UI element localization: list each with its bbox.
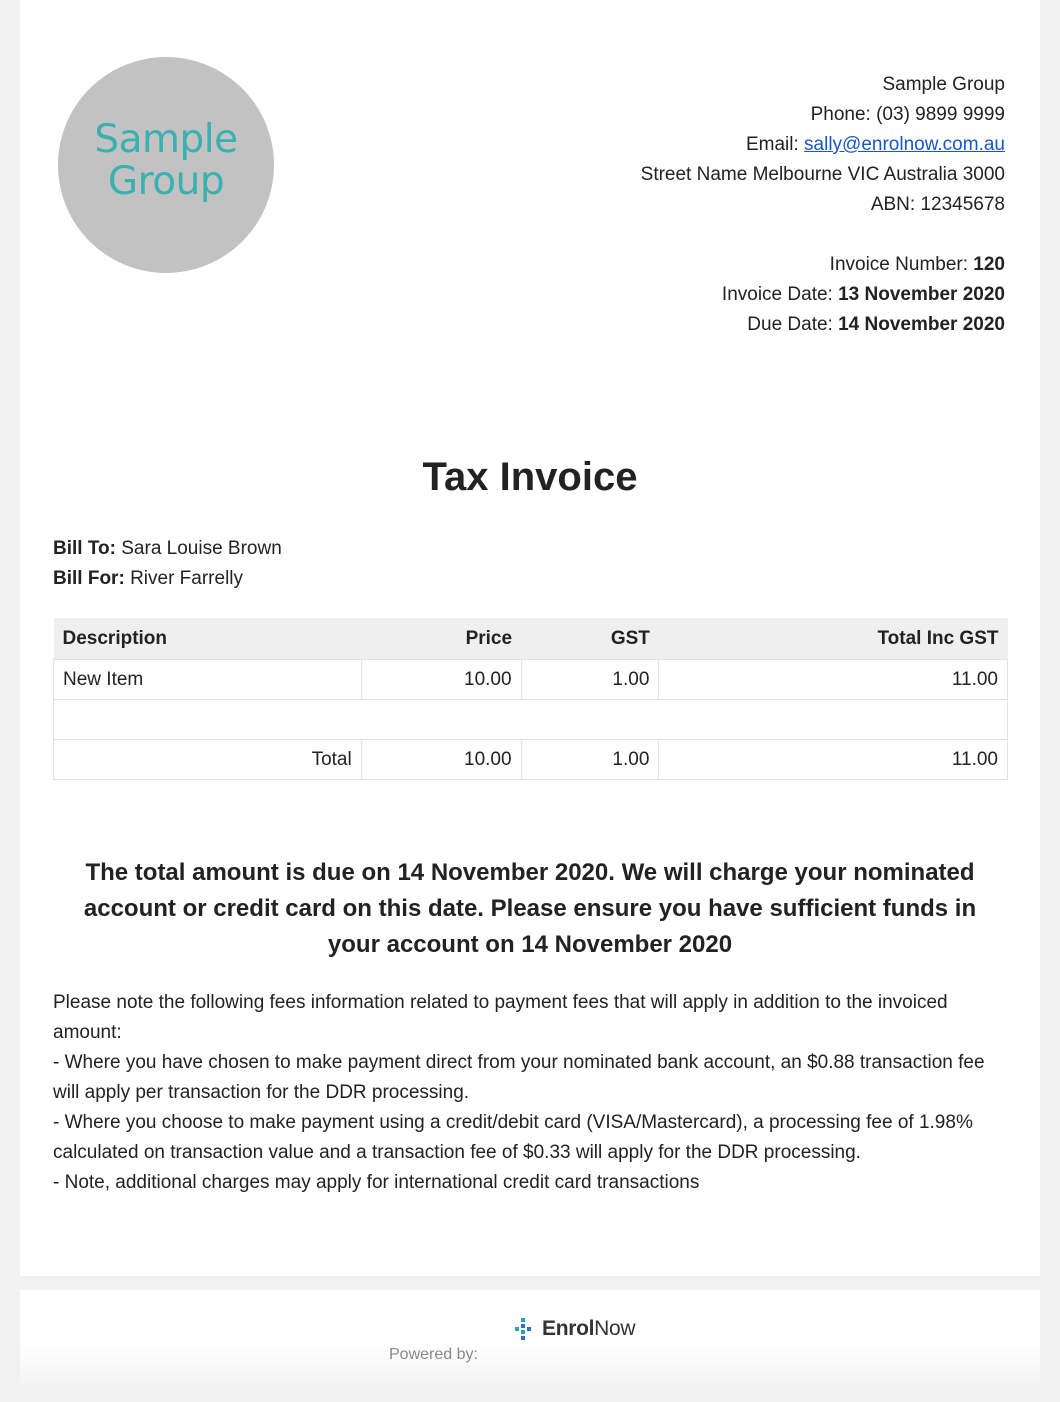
bill-to-value: Sara Louise Brown [121,538,282,559]
invoice-meta [722,250,1005,340]
company-email [641,130,1005,160]
col-header-description: Description [54,618,362,660]
email-link[interactable]: sally@enrolnow.com.au [804,134,1005,155]
empty-cell [54,700,1008,740]
page-title: Tax Invoice [422,455,638,499]
bill-to [53,534,282,564]
logo-line-2: Group [107,159,225,204]
total-price: 10.00 [361,740,521,780]
fees-info [53,988,1013,1198]
table-row [54,660,1008,700]
powered-by-label: Powered by: [389,1346,478,1363]
col-header-price: Price [361,618,521,660]
item-description: New Item [54,660,362,700]
company-phone [641,100,1005,130]
company-address: Street Name Melbourne VIC Australia 3000 [640,164,1005,185]
enrolnow-brand[interactable] [510,1316,635,1342]
company-logo [58,57,274,273]
brand-part-1: Enrol [542,1317,595,1340]
enrolnow-logo-icon [510,1316,536,1342]
col-header-total: Total Inc GST [659,618,1008,660]
bill-info [53,534,282,594]
bill-for [53,564,282,594]
abn-label: ABN: [870,194,916,215]
item-price: 10.00 [361,660,521,700]
total-inc-gst: 11.00 [659,740,1008,780]
invoice-number-label: Invoice Number: [829,254,969,275]
total-label: Total [54,740,362,780]
phone-label: Phone: [810,104,871,125]
table-row-empty [54,700,1008,740]
bill-to-label: Bill To: [53,538,116,559]
brand-part-2: Now [594,1317,636,1340]
logo-line-1: Sample [94,117,238,162]
fees-card-line: - Where you choose to make payment using a credit/debit card (VISA/Mastercard), a processing fee of 1.98% calculated on transaction value and a transaction fee of $0.33 will apply for the DDR processing. [53,1112,973,1163]
due-notice: The total amount is due on 14 November 2020. We will charge your nominated account or credit card on this date. Please ensure you have sufficient funds in your account on 14 November 2020 [83,859,977,958]
bill-for-value: River Farrelly [130,568,244,589]
invoice-date-label: Invoice Date: [721,284,833,305]
fees-intro: Please note the following fees information related to payment fees that will apply in addition to the invoiced amount: [53,992,948,1043]
due-date [722,310,1005,340]
due-date-value: 14 November 2020 [838,314,1005,335]
company-abn [641,190,1005,220]
invoice-number-value: 120 [973,254,1005,275]
footer [20,1290,1040,1385]
table-header-row [54,618,1008,660]
fees-international-line: - Note, additional charges may apply for international credit card transactions [53,1172,700,1193]
company-name: Sample Group [882,74,1005,95]
fees-bank-line: - Where you have chosen to make payment direct from your nominated bank account, an $0.88 transaction fee will apply per transaction for the DDR processing. [53,1052,985,1103]
phone-value: (03) 9899 9999 [876,104,1005,125]
item-total: 11.00 [659,660,1008,700]
table-total-row [54,740,1008,780]
bill-for-label: Bill For: [53,568,125,589]
col-header-gst: GST [521,618,659,660]
email-label: Email: [745,134,799,155]
company-details [641,70,1005,220]
item-gst: 1.00 [521,660,659,700]
abn-value: 12345678 [920,194,1005,215]
total-gst: 1.00 [521,740,659,780]
invoice-date-value: 13 November 2020 [838,284,1005,305]
invoice-number [722,250,1005,280]
invoice-date [722,280,1005,310]
invoice-items-table [53,618,1008,780]
enrolnow-wordmark [542,1317,635,1341]
due-date-label: Due Date: [747,314,833,335]
invoice-card [20,0,1040,1276]
company-logo-text [58,119,274,203]
